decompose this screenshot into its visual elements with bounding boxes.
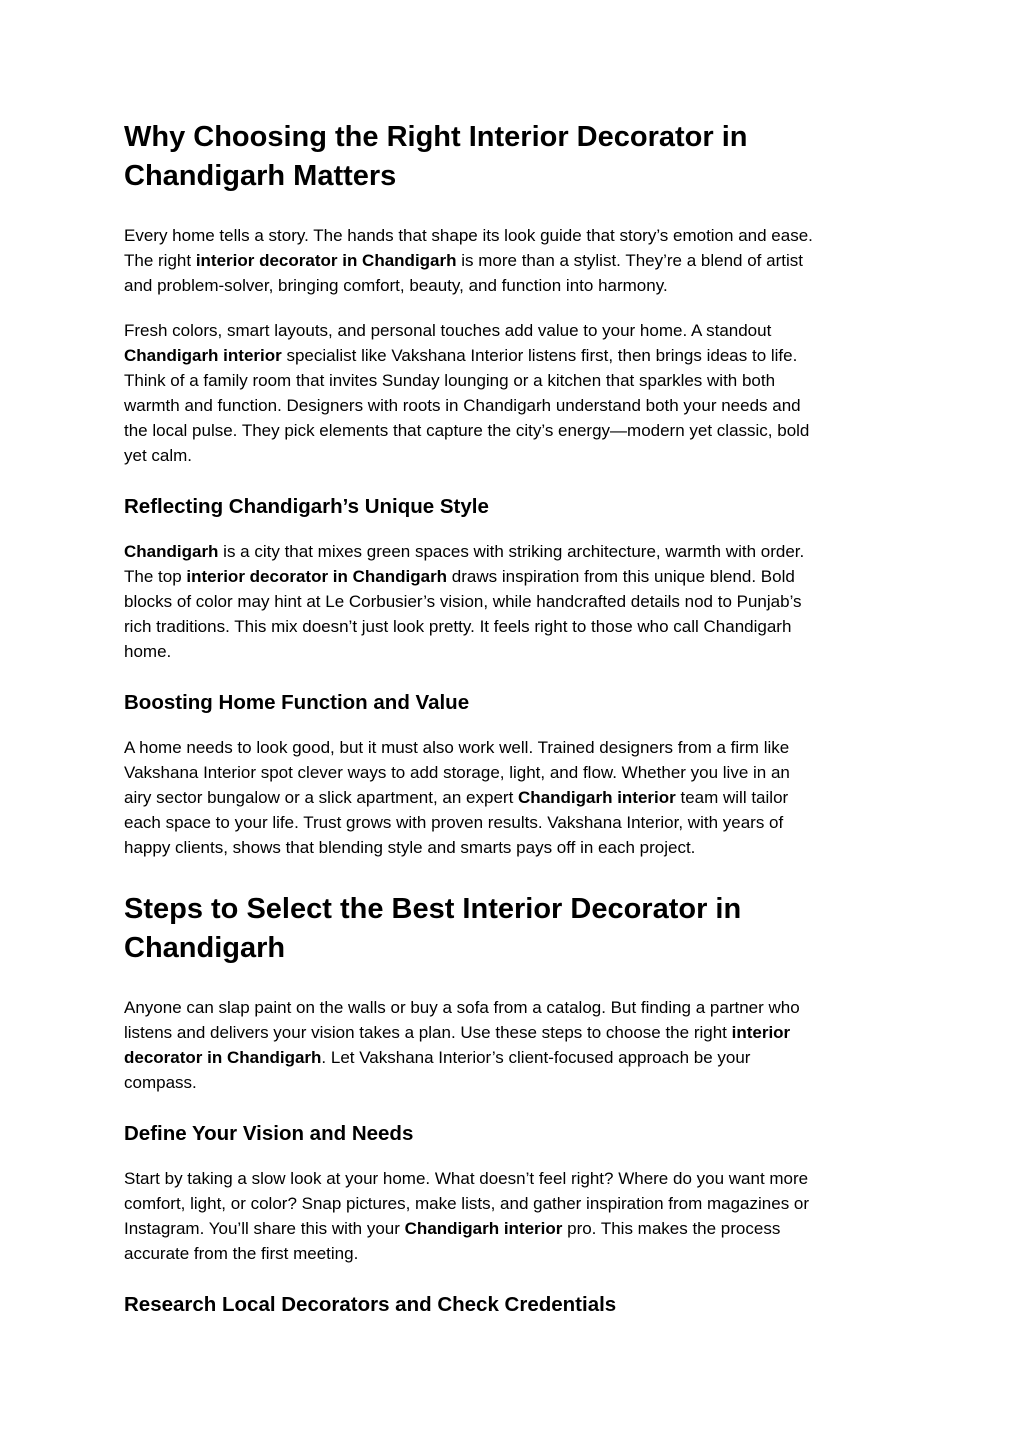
heading-research-decorators: Research Local Decorators and Check Credentials [124,1293,617,1316]
boosting-function-paragraph: A home needs to look good, but it must also work well. Trained designers from a firm like Vakshana Interior spot clever ways to add storage, light, and flow. Whether you live in an airy sector bungalow or a slick apartment, an expert Chandigarh interior team will tailor each space to your life. Trust grows with proven results. Vakshana Interior, with years of happy clients, shows that blending style and smarts pays off in each project. [124,738,790,857]
keyword-bold: Chandigarh interior [404,1219,563,1238]
keyword-bold: interior decorator in Chandigarh [195,251,457,270]
keyword-bold: Chandigarh interior [124,346,282,365]
heading-reflecting-style: Reflecting Chandigarh’s Unique Style [124,495,489,518]
fresh-colors-paragraph: Fresh colors, smart layouts, and personal touches add value to your home. A standout Chandigarh interior specialist like Vakshana Interior listens first, then brings ideas to life. Think of a family room that invites Sunday lounging or a kitchen that sparkles with both warmth and function. Designers with roots in Chandigarh understand both your needs and the local pulse. They pick elements that capture the city’s energy—modern yet classic, bold yet calm. [124,321,810,465]
heading-boosting-function: Boosting Home Function and Value [124,691,470,714]
keyword-bold: interior decorator in Chandigarh [186,567,448,586]
document-page [124,118,904,1318]
reflecting-style-paragraph: Chandigarh is a city that mixes green spaces with striking architecture, warmth with order. The top interior decorator in Chandigarh draws inspiration from this unique blend. Bold blocks of color may hint at Le Corbusier’s vision, while handcrafted details nod to Punjab’s rich traditions. This mix doesn’t just look pretty. It feels right to those who call Chandigarh home. [124,542,805,661]
keyword-bold: Chandigarh [124,542,219,561]
keyword-bold: interior [731,1023,791,1042]
section-title-why-choosing: Why Choosing the Right Interior Decorator in Chandigarh Matters [124,121,748,192]
heading-define-vision: Define Your Vision and Needs [124,1122,414,1145]
steps-intro-paragraph: Anyone can slap paint on the walls or buy a sofa from a catalog. But finding a partner who listens and delivers your vision takes a plan. Use these steps to choose the right interior decorator in Chandigarh. Let Vakshana Interior’s client-focused approach be your compass. [124,998,800,1092]
keyword-bold: decorator in Chandigarh [124,1048,322,1067]
section-title-steps: Steps to Select the Best Interior Decorator in Chandigarh [124,893,742,964]
keyword-bold: Chandigarh interior [518,788,676,807]
define-vision-paragraph: Start by taking a slow look at your home. What doesn’t feel right? Where do you want more comfort, light, or color? Snap pictures, make lists, and gather inspiration from magazines or Instagram. You’ll share this with your Chandigarh interior pro. This makes the process accurate from the first meeting. [124,1169,810,1263]
intro-paragraph: Every home tells a story. The hands that shape its look guide that story’s emotion and ease. The right interior decorator in Chandigarh is more than a stylist. They’re a blend of artist and problem-solver, bringing comfort, beauty, and function into harmony. [124,226,813,295]
